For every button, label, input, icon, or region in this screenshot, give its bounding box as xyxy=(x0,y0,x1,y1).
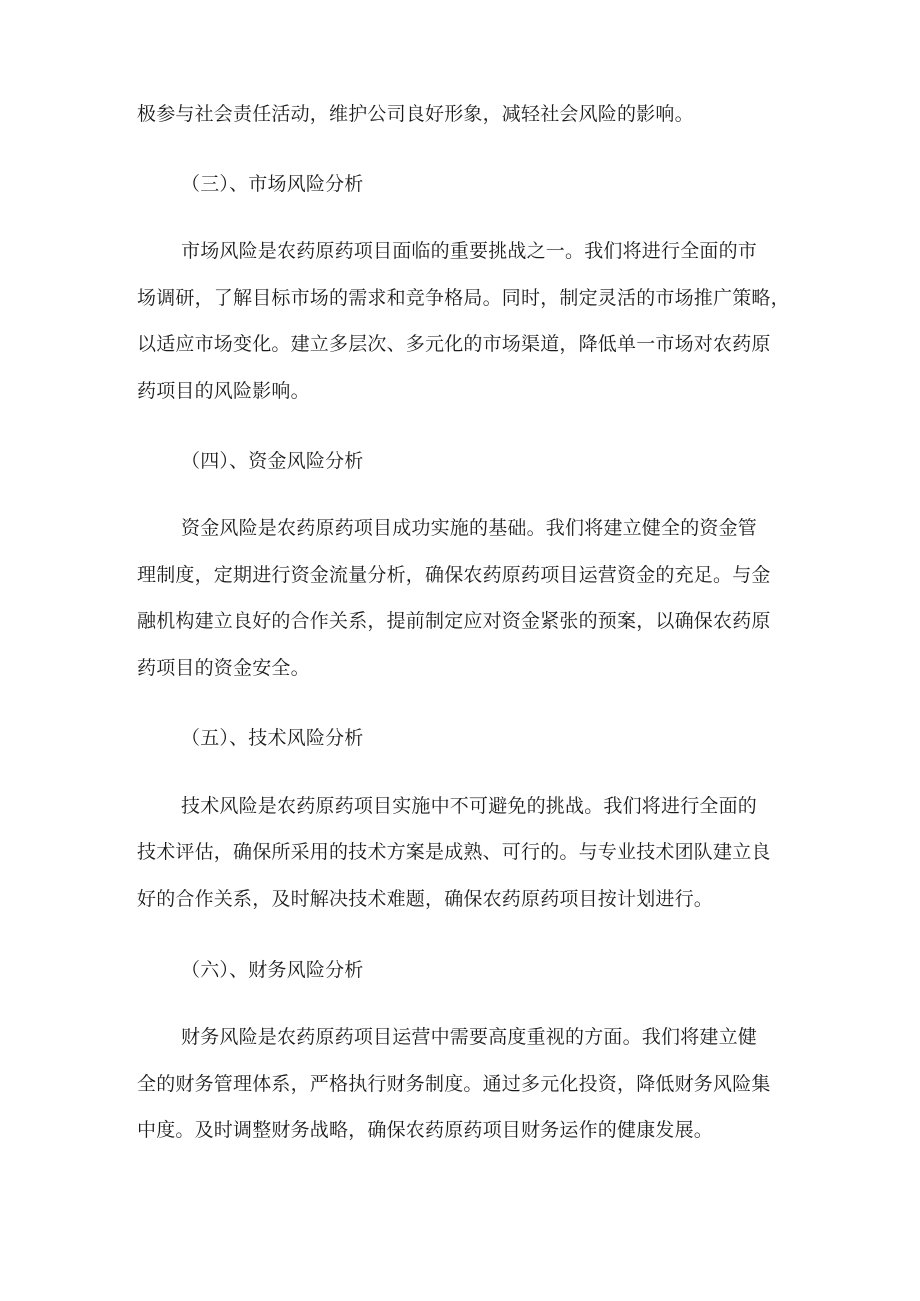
section-heading-5: （五）、技术风险分析 xyxy=(181,727,364,749)
paragraph-line: 全的财务管理体系，严格执行财务制度。通过多元化投资，降低财务风险集 xyxy=(137,1073,771,1095)
paragraph-line: 药项目的资金安全。 xyxy=(137,657,310,679)
paragraph-line: 技术评估，确保所采用的技术方案是成熟、可行的。与专业技术团队建立良 xyxy=(137,841,771,863)
section-heading-3: （三）、市场风险分析 xyxy=(181,173,364,195)
paragraph-line: 财务风险是农药原药项目运营中需要高度重视的方面。我们将建立健 xyxy=(181,1026,758,1048)
paragraph-line: 药项目的风险影响。 xyxy=(137,380,310,402)
paragraph-continuation: 极参与社会责任活动，维护公司良好形象，减轻社会风险的影响。 xyxy=(137,103,694,125)
paragraph-line: 市场风险是农药原药项目面临的重要挑战之一。我们将进行全面的市 xyxy=(181,240,758,262)
paragraph-line: 资金风险是农药原药项目成功实施的基础。我们将建立健全的资金管 xyxy=(181,517,758,539)
section-heading-4: （四）、资金风险分析 xyxy=(181,450,364,472)
paragraph-line: 好的合作关系，及时解决技术难题，确保农药原药项目按计划进行。 xyxy=(137,888,714,910)
paragraph-line: 技术风险是农药原药项目实施中不可避免的挑战。我们将进行全面的 xyxy=(181,795,758,817)
paragraph-line: 理制度，定期进行资金流量分析，确保农药原药项目运营资金的充足。与金 xyxy=(137,564,771,586)
paragraph-line: 融机构建立良好的合作关系，提前制定应对资金紧张的预案，以确保农药原 xyxy=(137,610,771,632)
section-heading-6: （六）、财务风险分析 xyxy=(181,959,364,981)
paragraph-line: 场调研，了解目标市场的需求和竞争格局。同时，制定灵活的市场推广策略， xyxy=(137,287,790,309)
paragraph-line: 中度。及时调整财务战略，确保农药原药项目财务运作的健康发展。 xyxy=(137,1119,714,1141)
paragraph-line: 以适应市场变化。建立多层次、多元化的市场渠道，降低单一市场对农药原 xyxy=(137,333,771,355)
